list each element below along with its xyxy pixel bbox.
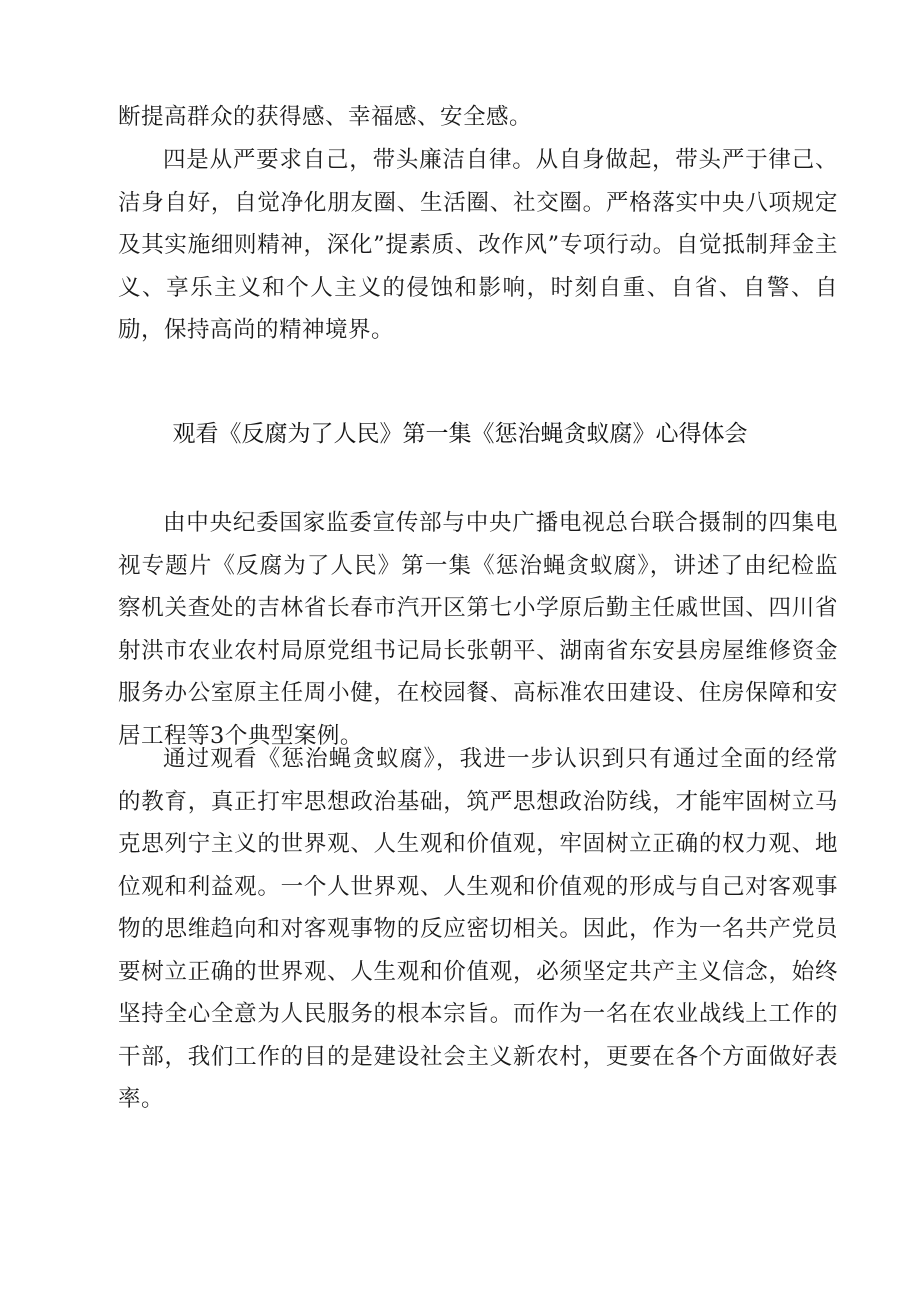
paragraph-film-intro: 由中央纪委国家监委宣传部与中央广播电视总台联合摄制的四集电视专题片《反腐为了人民》第一集《惩治蝇贪蚁腐》，讲述了由纪检监察机关查处的吉林省长春市汽开区第七小学原后勤主任戚世国、四川省射洪市农业农村局原党组书记局长张朝平、湖南省东安县房屋维修资金服务办公室原主任周小健，在校园餐、高标准农田建设、住房保障和安居工程等3个典型案例。 <box>118 510 838 749</box>
paragraph-reflection: 通过观看《惩治蝇贪蚁腐》，我进一步认识到只有通过全面的经常的教育，真正打牢思想政治基础，筑严思想政治防线，才能牢固树立马克思列宁主义的世界观、人生观和价值观，牢固树立正确的权力观、地位观和利益观。一个人世界观、人生观和价值观的形成与自己对客观事物的思维趋向和对客观事物的反应密切相关。因此，作为一名共产党员要树立正确的世界观、人生观和价值观，必须坚定共产主义信念，始终坚持全心全意为人民服务的根本宗旨。而作为一名在农业战线上工作的干部，我们工作的目的是建设社会主义新农村，更要在各个方面做好表率。 <box>118 746 838 1112</box>
paragraph-self-discipline: 四是从严要求自己，带头廉洁自律。从自身做起，带头严于律己、洁身自好，自觉净化朋友圈、生活圈、社交圈。严格落实中央八项规定及其实施细则精神，深化”提素质、改作风”专项行动。自觉抵制拜金主义、享乐主义和个人主义的侵蚀和影响，时刻自重、自省、自警、自励，保持高尚的精神境界。 <box>118 147 838 343</box>
paragraph-continuation: 断提高群众的获得感、幸福感、安全感。 <box>118 104 533 130</box>
section-title: 观看《反腐为了人民》第一集《惩治蝇贪蚁腐》心得体会 <box>172 421 748 447</box>
